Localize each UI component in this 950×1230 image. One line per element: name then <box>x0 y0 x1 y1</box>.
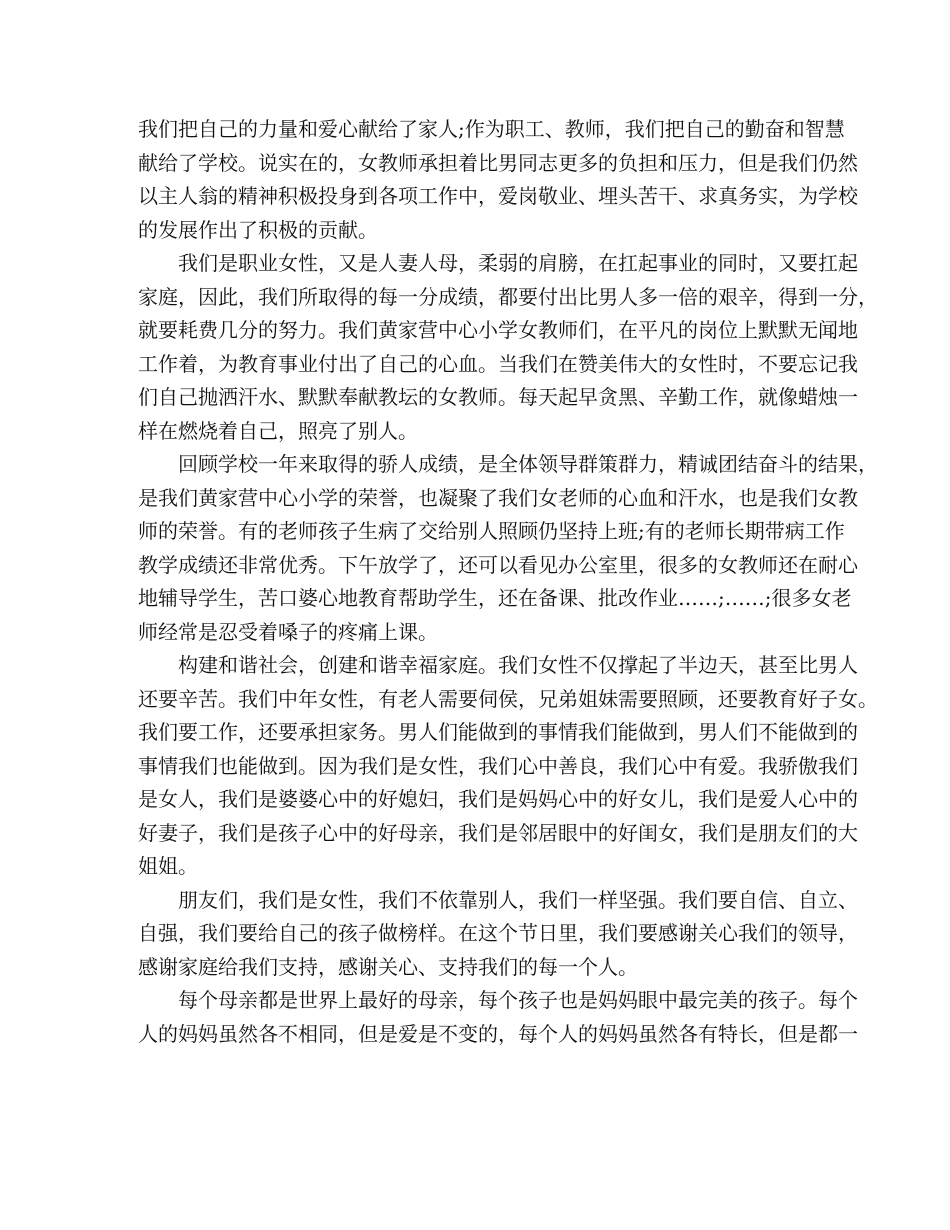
text-line: 地辅导学生，苦口婆心地教育帮助学生，还在备课、批改作业……;……;很多女老 <box>138 586 852 610</box>
text-line: 样在燃烧着自己，照亮了别人。 <box>138 418 418 443</box>
text-line: 每个母亲都是世界上最好的母亲，每个孩子也是妈妈眼中最完美的孩子。每个 <box>138 988 858 1012</box>
text-line: 教学成绩还非常优秀。下午放学了，还可以看见办公室里，很多的女教师还在耐心 <box>138 552 858 577</box>
paragraph-5 <box>138 884 858 985</box>
text-line: 们自己抛洒汗水、默默奉献教坛的女教师。每天起早贪黑、辛勤工作，就像蜡烛一 <box>138 385 858 409</box>
text-line: 我们是职业女性，又是人妻人母，柔弱的肩膀，在扛起事业的同时，又要扛起 <box>138 251 858 275</box>
document-body <box>138 113 878 1051</box>
text-line: 朋友们，我们是女性，我们不依靠别人，我们一样坚强。我们要自信、自立、 <box>138 887 858 912</box>
text-line: 家庭，因此，我们所取得的每一分成绩，都要付出比男人多一倍的艰辛，得到一分， <box>138 284 878 309</box>
text-line: 的发展作出了积极的贡献。 <box>138 217 378 242</box>
text-line: 工作着，为教育事业付出了自己的心血。当我们在赞美伟大的女性时，不要忘记我 <box>138 351 858 376</box>
text-line: 我们要工作，还要承担家务。男人们能做到的事情我们能做到，男人们不能做到的 <box>138 720 858 744</box>
text-line: 我们把自己的力量和爱心献给了家人;作为职工、教师，我们把自己的勤奋和智慧 <box>138 117 845 141</box>
text-line: 构建和谐社会，创建和谐幸福家庭。我们女性不仅撑起了半边天，甚至比男人 <box>138 653 858 677</box>
text-line: 是我们黄家营中心小学的荣誉，也凝聚了我们女老师的心血和汗水，也是我们女教 <box>138 485 858 510</box>
text-line: 自强，我们要给自己的孩子做榜样。在这个节日里，我们要感谢关心我们的领导， <box>138 921 858 945</box>
paragraph-1 <box>138 113 858 247</box>
text-line: 就要耗费几分的努力。我们黄家营中心小学女教师们，在平凡的岗位上默默无闻地 <box>138 318 858 342</box>
text-line: 以主人翁的精神积极投身到各项工作中，爱岗敬业、埋头苦干、求真务实，为学校 <box>138 184 858 208</box>
paragraph-3 <box>138 448 878 649</box>
paragraph-2 <box>138 247 878 448</box>
paragraph-6 <box>138 984 858 1051</box>
text-line: 是女人，我们是婆婆心中的好媳妇，我们是妈妈心中的好女儿，我们是爱人心中的 <box>138 787 858 811</box>
text-line: 姐姐。 <box>138 854 198 878</box>
text-line: 师的荣誉。有的老师孩子生病了交给别人照顾仍坚持上班;有的老师长期带病工作 <box>138 519 845 543</box>
text-line: 还要辛苦。我们中年女性，有老人需要伺侯，兄弟姐妹需要照顾，还要教育好子女。 <box>138 686 878 711</box>
text-line: 回顾学校一年来取得的骄人成绩，是全体领导群策群力，精诚团结奋斗的结果， <box>138 452 878 476</box>
text-line: 好妻子，我们是孩子心中的好母亲，我们是邻居眼中的好闺女，我们是朋友们的大 <box>138 820 858 845</box>
text-line: 事情我们也能做到。因为我们是女性，我们心中善良，我们心中有爱。我骄傲我们 <box>138 753 858 778</box>
text-line: 献给了学校。说实在的，女教师承担着比男同志更多的负担和压力，但是我们仍然 <box>138 150 858 175</box>
text-line: 师经常是忍受着嗓子的疼痛上课。 <box>138 619 438 644</box>
text-line: 人的妈妈虽然各不相同，但是爱是不变的，每个人的妈妈虽然各有特长，但是都一 <box>138 1021 858 1046</box>
paragraph-4 <box>138 649 878 884</box>
text-line: 感谢家庭给我们支持，感谢关心、支持我们的每一个人。 <box>138 954 638 979</box>
